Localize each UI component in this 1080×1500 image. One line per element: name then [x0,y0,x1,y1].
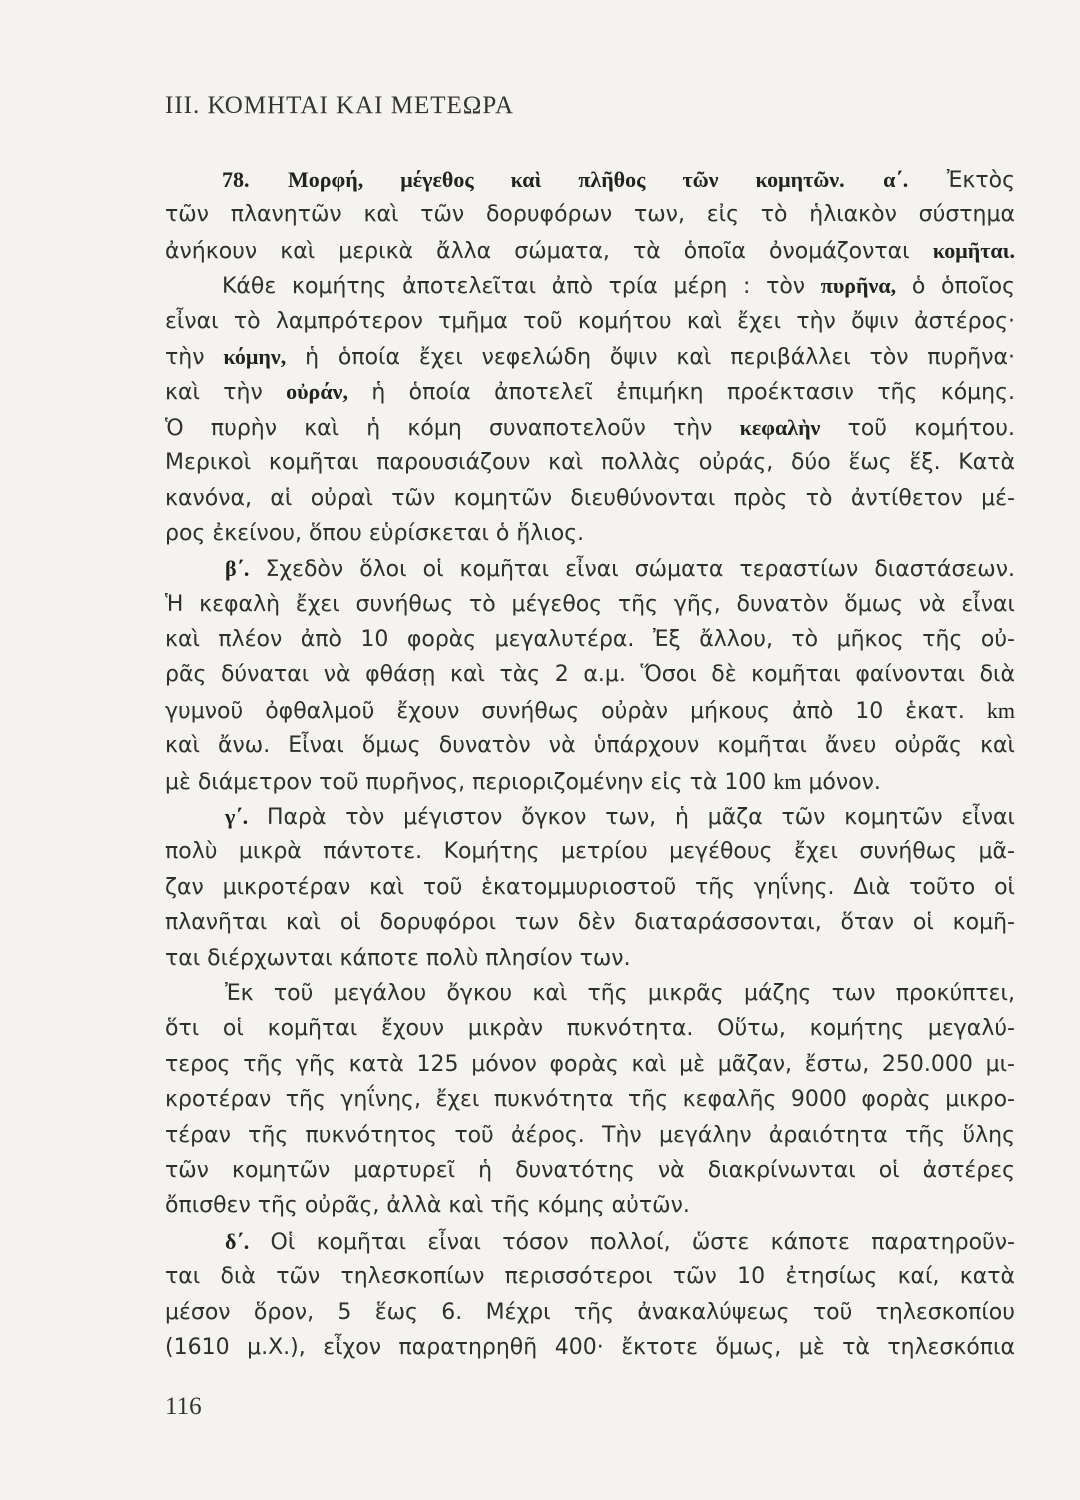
text-line: καὶ ἄνω. Εἶναι ὅμως δυνατὸν νὰ ὑπάρχουν κομῆται ἄνευ οὐρᾶς καὶ [165,733,1015,759]
text-line: καὶ πλέον ἀπὸ 10 φορὰς μεγαλυτέρα. Ἐξ ἄλλου, τὸ μῆκος τῆς οὐ- [165,627,1015,653]
text-line: δ΄. Οἱ κομῆται εἶναι τόσον πολλοί, ὥστε κάποτε παρατηροῦν- [225,1228,1015,1255]
text-line: ται διέρχωνται κάποτε πολὺ πλησίον των. [165,945,631,971]
text-line: τέραν τῆς πυκνότητος τοῦ ἀέρος. Τὴν μεγάλην ἀραιότητα τῆς ὕλης [165,1122,1015,1148]
text-line: ὅτι οἱ κομῆται ἔχουν μικρὰν πυκνότητα. Οὕτω, κομήτης μεγαλύ- [165,1016,1015,1042]
chapter-title: III. ΚΟΜΗΤΑΙ ΚΑΙ ΜΕΤΕΩΡΑ [165,92,515,119]
section-number: 78. [222,167,250,192]
text-line: γ΄. Παρὰ τὸν μέγιστον ὄγκον των, ἡ μᾶζα τῶν κομητῶν εἶναι [225,804,1015,831]
text-line: πολὺ μικρὰ πάντοτε. Κομήτης μετρίου μεγέθους ἔχει συνήθως μᾶ- [165,839,1015,865]
text-line: τερος τῆς γῆς κατὰ 125 μόνον φορὰς καὶ μὲ μᾶζαν, ἔστω, 250.000 μι- [165,1051,1015,1077]
text-line: τῶν πλανητῶν καὶ τῶν δορυφόρων των, εἰς τὸ ἡλιακὸν σύστημα [165,202,1015,228]
term-pyrina: πυρῆνα, [820,273,897,299]
text-line: τὴν κόμην, ἡ ὁποία ἔχει νεφελώδη ὄψιν καὶ περιβάλλει τὸν πυρῆνα· [165,343,1015,370]
text-line: ρος ἐκείνου, ὅπου εὑρίσκεται ὁ ἥλιος. [165,520,585,546]
subsection-marker-d: δ΄. [225,1228,250,1254]
text-line: γυμνοῦ ὀφθαλμοῦ ἔχουν συνήθως οὐρὰν μήκους ἀπὸ 10 ἑκατ. km [165,697,1015,724]
text-line: καὶ τὴν οὐράν, ἡ ὁποία ἀποτελεῖ ἐπιμήκη προέκτασιν τῆς κόμης. [165,379,1015,406]
section-title: Μορφή, μέγεθος καὶ πλῆθος τῶν κομητῶν. [288,167,845,192]
body-text [165,162,1015,1365]
subsection-marker-b: β΄. [225,556,250,582]
text-line: κανόνα, αἱ οὐραὶ τῶν κομητῶν διευθύνονται πρὸς τὸ ἀντίθετον μέ- [165,485,1015,511]
text-line: Μερικοὶ κομῆται παρουσιάζουν καὶ πολλὰς οὐράς, δύο ἕως ἕξ. Κατὰ [165,450,1015,476]
term-kefalin: κεφαλὴν [739,414,821,440]
text-line: ζαν μικροτέραν καὶ τοῦ ἑκατομμυριοστοῦ τῆς γηΐνης. Διὰ τοῦτο οἱ [165,874,1015,900]
term-komitai: κομῆται. [932,237,1015,263]
text-line: Ἐκ τοῦ μεγάλου ὄγκου καὶ τῆς μικρᾶς μάζης των προκύπτει, [225,980,1015,1006]
unit-km: km [986,697,1015,723]
subsection-marker-g: γ΄. [225,804,249,830]
page-number: 116 [165,1393,202,1420]
term-ouran: οὐράν, [286,379,348,405]
text-line: τῶν κομητῶν μαρτυρεῖ ἡ δυνατότης νὰ διακρίνωνται οἱ ἀστέρες [165,1157,1015,1183]
text-line: μὲ διάμετρον τοῦ πυρῆνος, περιοριζομένην εἰς τὰ 100 km μόνον. [165,768,881,795]
text-line: Ὁ πυρὴν καὶ ἡ κόμη συναποτελοῦν τὴν κεφαλὴν τοῦ κομήτου. [165,414,1015,441]
text-line: εἶναι τὸ λαμπρότερον τμῆμα τοῦ κομήτου καὶ ἔχει τὴν ὄψιν ἀστέρος· [165,308,1015,334]
text-line: (1610 μ.Χ.), εἶχον παρατηρηθῆ 400· ἔκτοτε ὅμως, μὲ τὰ τηλεσκόπια [165,1334,1015,1360]
text-line: ἀνήκουν καὶ μερικὰ ἄλλα σώματα, τὰ ὁποῖα ὀνομάζονται κομῆται. [165,237,1015,264]
text-line: ρᾶς δύναται νὰ φθάσῃ καὶ τὰς 2 α.μ. Ὅσοι δὲ κομῆται φαίνονται διὰ [165,662,1015,688]
text-line: πλανῆται καὶ οἱ δορυφόροι των δὲν διαταράσσονται, ὅταν οἱ κομῆ- [165,910,1015,936]
term-komin: κόμην, [223,343,287,369]
text-line: μέσον ὅρον, 5 ἕως 6. Μέχρι τῆς ἀνακαλύψεως τοῦ τηλεσκοπίου [165,1299,1015,1325]
subsection-marker-a: α΄. [883,167,909,192]
text-line: ται διὰ τῶν τηλεσκοπίων περισσότεροι τῶν 10 ἐτησίως καί, κατὰ [165,1264,1015,1290]
text-line: Ἡ κεφαλὴ ἔχει συνήθως τὸ μέγεθος τῆς γῆς, δυνατὸν ὅμως νὰ εἶναι [165,591,1015,617]
text-line: 78. Μορφή, μέγεθος καὶ πλῆθος τῶν κομητῶν. α΄. Ἐκτὸς [222,167,1015,193]
text-line: κροτέραν τῆς γηΐνης, ἔχει πυκνότητα τῆς κεφαλῆς 9000 φορὰς μικρο- [165,1087,1015,1113]
unit-km: km [773,768,802,794]
text-line: ὄπισθεν τῆς οὐρᾶς, ἀλλὰ καὶ τῆς κόμης αὐτῶν. [165,1193,690,1219]
text-line: Κάθε κομήτης ἀποτελεῖται ἀπὸ τρία μέρη : τὸν πυρῆνα, ὁ ὁποῖος [222,273,1015,300]
text-line: β΄. Σχεδὸν ὅλοι οἱ κομῆται εἶναι σώματα τεραστίων διαστάσεων. [225,556,1015,583]
